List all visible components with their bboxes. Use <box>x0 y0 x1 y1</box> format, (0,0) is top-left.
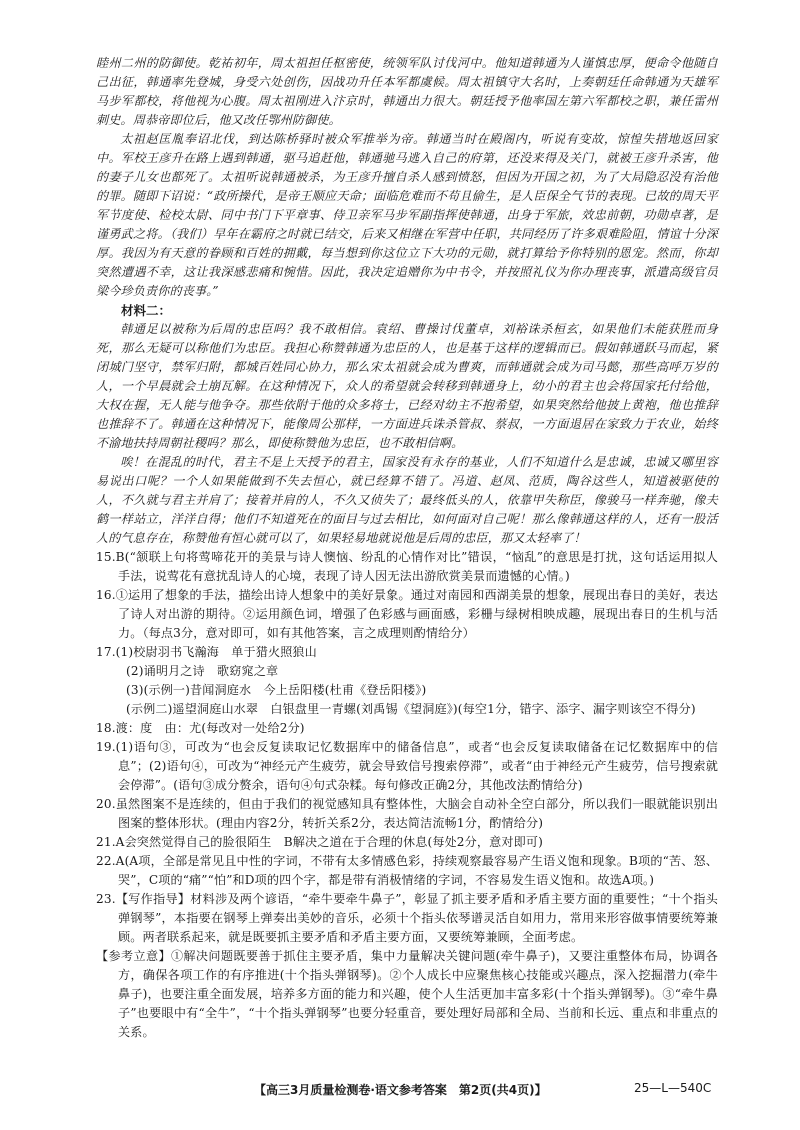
answer-19: 19.(1)语句③，可改为“也会反复读取记忆数据库中的储备信息”，或者“也会反复读取储备在记忆数据库中的信息”；(2)语句④，可改为“神经元产生疲劳，就会导致信号搜索停滞”，或者“由于神经元产生疲劳，信号搜索就会停滞”。(语句③成分赘余，语句④句式杂糅。每句修改正确2分，其他改法酌情给分) <box>96 740 718 792</box>
answer-20: 20.虽然图案不是连续的，但由于我们的视觉感知具有整体性，大脑会自动补全空白部分，所以我们一眼就能识别出图案的整体形状。(理由内容2分，转折关系2分，表达简洁流畅1分，酌情给分) <box>96 797 718 830</box>
answer-22: 22.A(A项，全部是常见且中性的字词，不带有太多情感色彩，持续观察最容易产生语义饱和现象。B项的“苦、怒、哭”，C项的“痛”“怕”和D项的四个字，都是带有消极情绪的字词，不容易发生语义饱和。故选A项。) <box>96 854 718 887</box>
answer-18: 18.渡：度 由：尤(每改对一处给2分) <box>96 721 305 735</box>
passage-paragraph-2: 太祖赵匡胤奉诏北伐，到达陈桥驿时被众军推举为帝。韩通当时在殿阁内，听说有变故，惊惶失措地返回家中。军校王彦升在路上遇到韩通，驱马追赶他，韩通驰马逃入自己的府第，还没来得及关门，就被王彦升杀害，他的妻子儿女也都死了。太祖听说韩通被杀，为王彦升擅自杀人感到愤怒，但因为开国之初，为了大局隐忍没有治他的罪。随即下诏说：“政所操代，是帝王顺应天命；面临危难而不苟且偷生，是人臣保全气节的表现。已故的周天平军节度使、检校太尉、同中书门下平章事、侍卫亲军马步军副指挥使韩通，出身于军旅，效忠前朝，功勋卓著，是谨勇武之将。（我们）早年在霸府之时就已结交，后来又相继在军营中任职，共同经历了许多艰难险阻，情谊十分深厚。我因为有天意的眷顾和百姓的拥戴，每当想到你这位立下大功的元勋，就打算给予你特别的恩宠。然而，你却突然遭遇不幸，这让我深感悲痛和惋惜。因此，我决定追赠你为中书令，并按照礼仪为你办理丧事，派遣高级官员梁今珍负责你的丧事。” <box>96 132 718 298</box>
footer-code: 25—L—540C <box>634 1081 712 1095</box>
answer-23-guide: 23.【写作指导】材料涉及两个谚语，“牵牛要牵牛鼻子”，彰显了抓主要矛盾和矛盾主要方面的重要性；“十个指头弹钢琴”，本指要在钢琴上弹奏出美妙的音乐，必须十个指头依琴谱灵活自如用力，常用来形容做事情要统筹兼顾。两者联系起来，就是既要抓主要矛盾和矛盾主要方面，又要统筹兼顾，全面考虑。 <box>96 892 718 944</box>
answer-17-line-2: (2)诵明月之诗 歌窈窕之章 <box>126 664 279 678</box>
page-footer <box>0 1081 800 1101</box>
passage-paragraph-4: 唉！在混乱的时代，君主不是上天授予的君主，国家没有永存的基业，人们不知道什么是忠诚，忠诚又哪里容易说出口呢？一个人如果能做到不失去恒心，就已经算不错了。冯道、赵凤、范质，陶谷这些人，知道被驱使的人，不久就与君主并肩了；接着并肩的人，不久又侦失了；最终低头的人，依靠甲失称臣，像骏马一样奔驰，像夫鹤一样站立，洋洋自得；他们不知道死在的面目与过去相比，如何面对自己呢！那么像韩通这样的人，还有一股活人的气息存在，称赞他有恒心就可以了，如果轻易地就说他是后周的忠臣，那又太轻率了！ <box>96 455 718 545</box>
answer-21: 21.A会突然觉得自己的脸很陌生 B解决之道在于合理的休息(每处2分，意对即可) <box>96 835 543 849</box>
footer-title: 【高三3月质量检测卷·语文参考答案 第2页(共4页)】 <box>254 1083 547 1097</box>
answer-page <box>96 54 718 1042</box>
answer-17-line-4: (示例二)遥望洞庭山水翠 白银盘里一青螺(刘禹锡《望洞庭》)(每空1分，错字、添字、漏字则该空不得分) <box>126 702 696 716</box>
answer-15: 15.B(“颔联上句将莺啼花开的美景与诗人懊恼、纷乱的心情作对比”错误，“恼乱”的意思是打扰，这句话运用拟人手法，说莺花有意扰乱诗人的心境，表现了诗人因无法出游欣赏美景而遗憾的心情。) <box>96 550 718 583</box>
passage-paragraph-3: 韩通足以被称为后周的忠臣吗？我不敢相信。袁绍、曹操讨伐董卓，刘裕诛杀桓玄，如果他们未能获胜而身死，那么无疑可以称他们为忠臣。我担心称赞韩通为忠臣的人，也是基于这样的逻辑而已。假如韩通跃马而起，紧闭城门坚守，禁军归附，都城百姓同心协力，那么宋太祖就会成为曹爽，而韩通就会成为司马懿，那些高呼万岁的人，一个早晨就会土崩瓦解。在这种情况下，众人的希望就会转移到韩通身上，幼小的君主也会将国家托付给他，大权在握，无人能与他争夺。那些依附于他的众多将士，已经对幼主不抱希望，如果突然给他披上黄袍，他也推辞也推辞不了。韩通在这种情况下，能像周公那样，一方面进兵诛杀管叔、蔡叔，一方面退居在家致力于农业，始终不渝地扶持周朝社稷吗？那么，即使称赞他为忠臣，也不敢相信啊。 <box>96 322 718 450</box>
answer-17-line-3: (3)(示例一)昔闻洞庭水 今上岳阳楼(杜甫《登岳阳楼》) <box>126 683 427 697</box>
passage-paragraph-1: 睦州二州的防御使。乾祐初年，周太祖担任枢密使，统领军队讨伐河中。他知道韩通为人谨慎忠厚，便命令他随自己出征，韩通率先登城，身受六处创伤，因战功升任本军都虞候。周太祖镇守大名时，上奏朝廷任命韩通为天雄军马步军都校，将他视为心腹。周太祖刚进入汴京时，韩通出力很大。朝廷授予他率国左第六军都校之职，兼任雷州刺史。周恭帝即位后，他又改任鄂州防御使。 <box>96 56 718 127</box>
answer-16: 16.①运用了想象的手法，描绘出诗人想象中的美好景象。通过对南园和西湖美景的想象，展现出春日的美好，表达了诗人对出游的期待。②运用颜色词，增强了色彩感与画面感，彩栅与绿树相映成趣，展现出春日的生机与活力。（每点3分，意对即可，如有其他答案，言之成理则酌情给分） <box>96 588 718 640</box>
answer-23-reference: 【参考立意】①解决问题既要善于抓住主要矛盾，集中力量解决关键问题(牵牛鼻子)，又要注重整体布局，协调各方，确保各项工作的有序推进(十个指头弹钢琴)。②个人成长中应聚焦核心技能或兴趣点，深入挖掘潜力(牵牛鼻子)，也要注重全面发展，培养多方面的能力和兴趣，使个人生活更加丰富多彩(十个指头弹钢琴)。③“牵牛鼻子”也要眼中有“全牛”，“十个指头弹钢琴”也要分轻重音，要处理好局部和全局、当前和长远、重点和非重点的关系。 <box>96 949 718 1039</box>
answer-17-line-1: 17.(1)校尉羽书飞瀚海 单于猎火照狼山 <box>96 645 317 659</box>
material-two-heading: 材料二： <box>121 303 172 318</box>
